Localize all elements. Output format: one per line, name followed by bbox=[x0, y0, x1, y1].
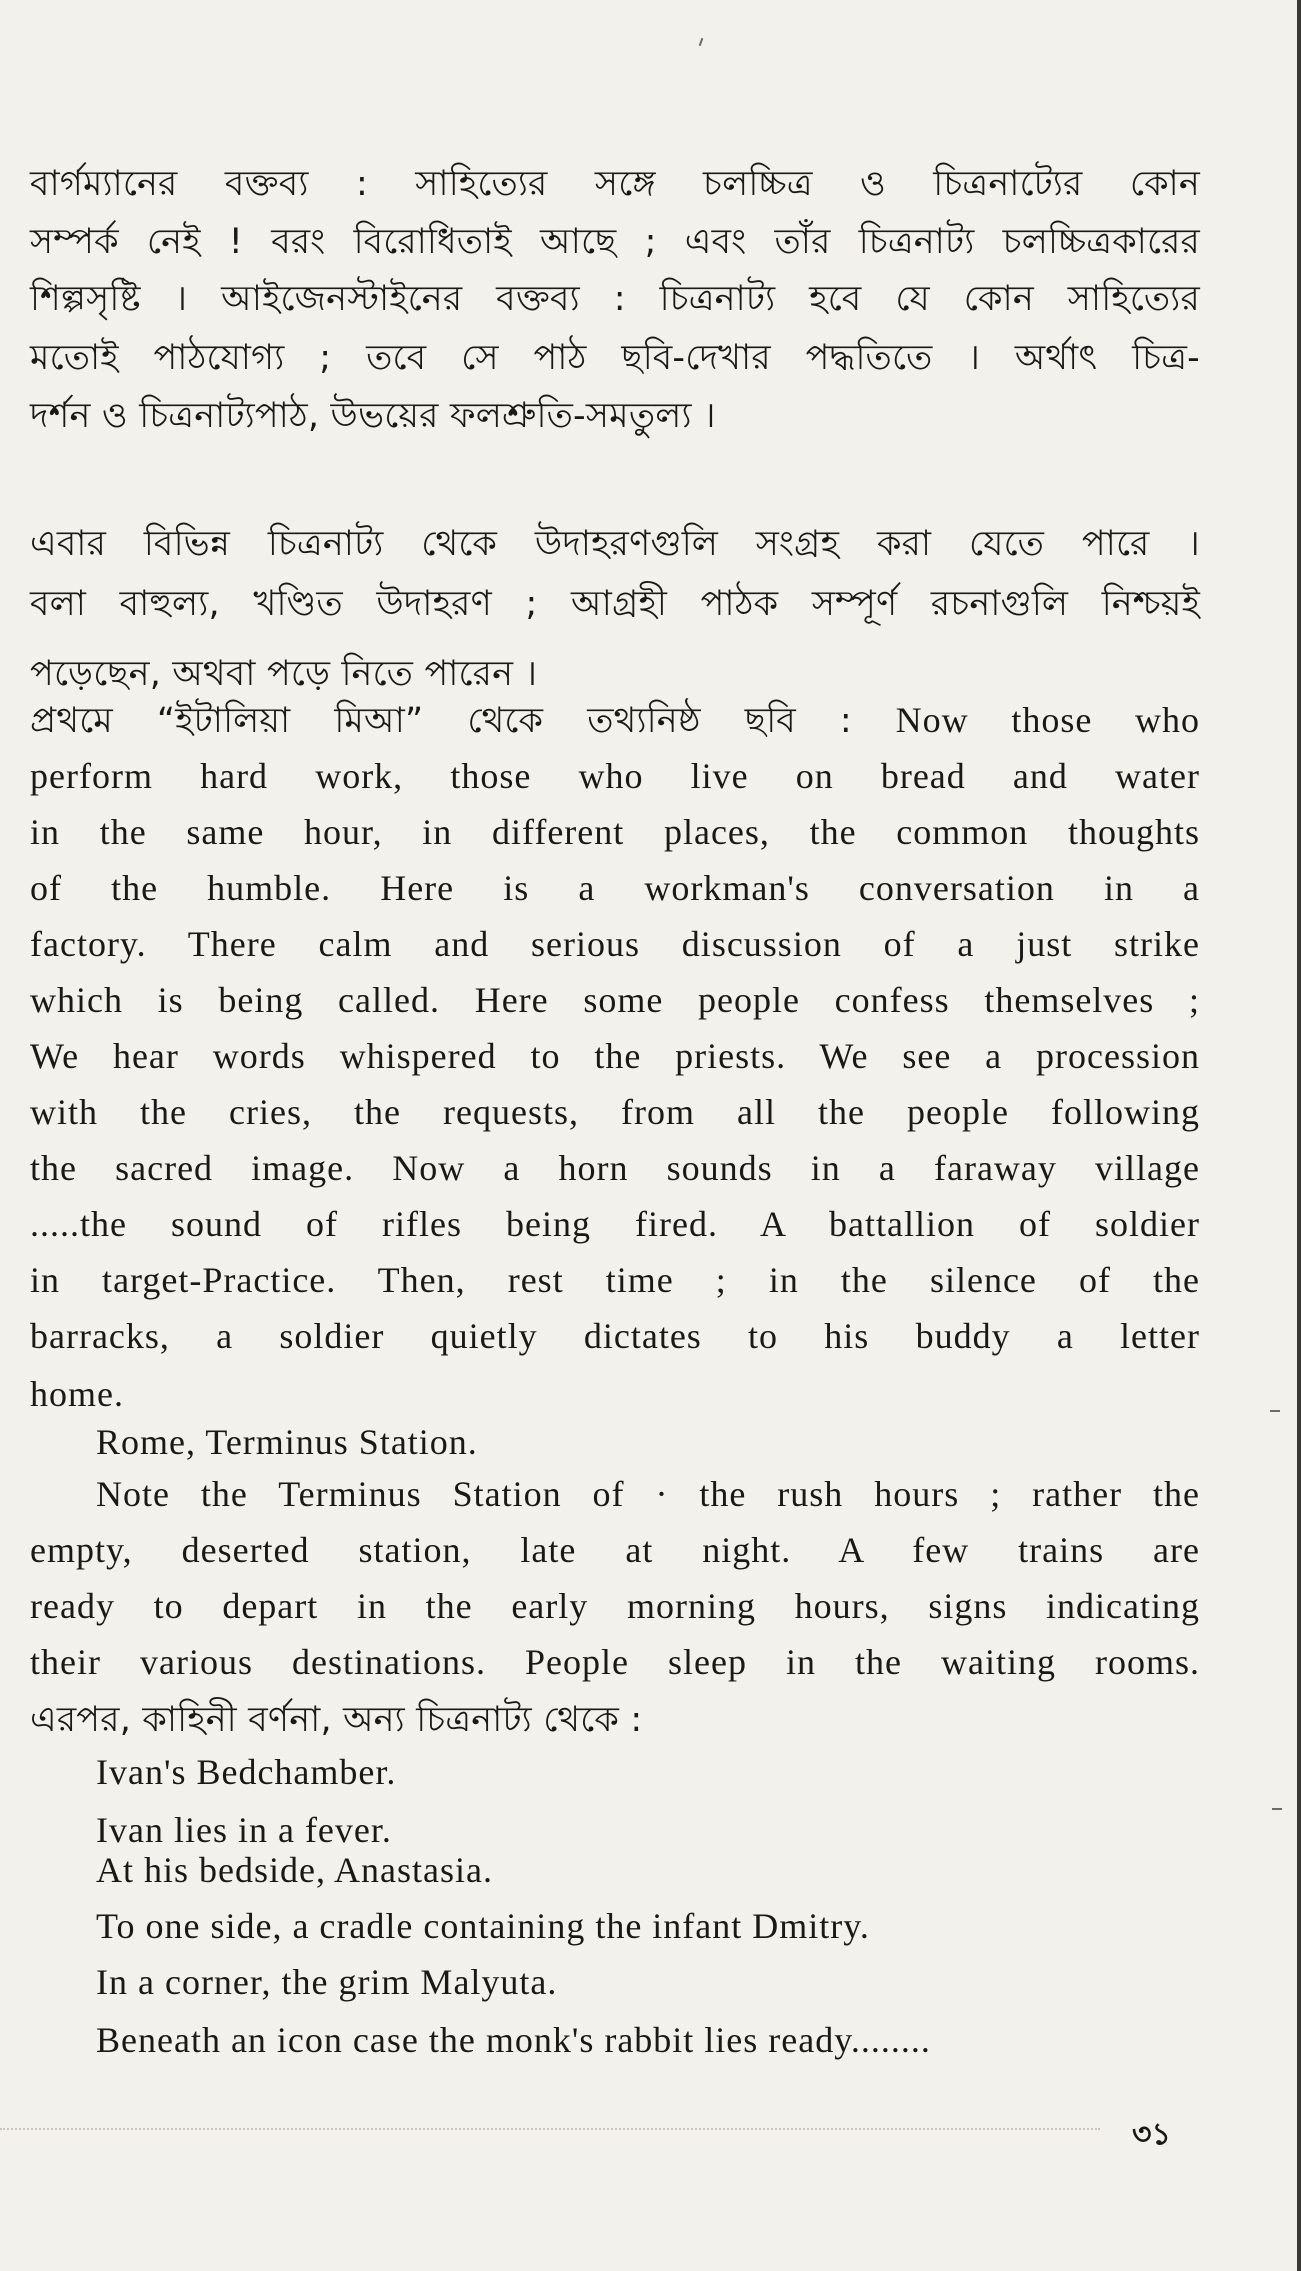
english-paragraph-1-line-6: We hear words whispered to the priests. We see a procession bbox=[30, 1036, 1200, 1076]
english-paragraph-1-line-9: .....the sound of rifles being fired. A battallion of soldier bbox=[30, 1204, 1200, 1244]
mixed-lead-bengali: প্রথমে “ইটালিয়া মিআ” থেকে তথ্যনিষ্ঠ ছবি : bbox=[30, 701, 852, 741]
english-paragraph-2-line-1: Note the Terminus Station of · the rush hours ; rather the bbox=[96, 1474, 1200, 1514]
bengali-paragraph-1-line-2: সম্পর্ক নেই ! বরং বিরোধিতাই আছে ; এবং তাঁর চিত্রনাট্য চলচ্চিত্রকারের bbox=[30, 222, 1200, 262]
english-paragraph-1-line-2: in the same hour, in different places, the common thoughts bbox=[30, 812, 1200, 852]
bengali-paragraph-2-line-1: এবার বিভিন্ন চিত্রনাট্য থেকে উদাহরণগুলি সংগ্রহ করা যেতে পারে । bbox=[30, 524, 1200, 564]
mixed-lead-english: Now those who bbox=[895, 700, 1200, 740]
english-paragraph-1-line-3: of the humble. Here is a workman's conversation in a bbox=[30, 868, 1200, 908]
mixed-lead-line bbox=[30, 696, 1200, 745]
script-line-5: In a corner, the grim Malyuta. bbox=[96, 1962, 558, 2002]
scene-heading: Rome, Terminus Station. bbox=[96, 1422, 478, 1462]
english-paragraph-1-line-12: home. bbox=[30, 1374, 124, 1414]
english-paragraph-1-line-10: in target-Practice. Then, rest time ; in the silence of the bbox=[30, 1260, 1200, 1300]
bengali-paragraph-1-line-5: দর্শন ও চিত্রনাট্যপাঠ, উভয়ের ফলশ্রুতি-সমতুল্য । bbox=[30, 396, 716, 436]
margin-tick-mark bbox=[699, 38, 704, 46]
english-paragraph-1-line-11: barracks, a soldier quietly dictates to his buddy a letter bbox=[30, 1316, 1200, 1356]
page-number: ৩১ bbox=[1132, 2117, 1171, 2152]
margin-tick-mark bbox=[1270, 1410, 1280, 1412]
script-line-1: Ivan's Bedchamber. bbox=[96, 1752, 397, 1792]
english-paragraph-1-line-5: which is being called. Here some people confess themselves ; bbox=[30, 980, 1200, 1020]
bengali-paragraph-2-line-3: পড়েছেন, অথবা পড়ে নিতে পারেন । bbox=[30, 654, 538, 694]
english-paragraph-2-line-4: their various destinations. People sleep in the waiting rooms. bbox=[30, 1642, 1200, 1682]
english-paragraph-1-line-4: factory. There calm and serious discussion of a just strike bbox=[30, 924, 1200, 964]
english-paragraph-2-line-2: empty, deserted station, late at night. A few trains are bbox=[30, 1530, 1200, 1570]
english-paragraph-2-line-3: ready to depart in the early morning hours, signs indicating bbox=[30, 1586, 1200, 1626]
faint-dotted-rule bbox=[0, 2128, 1100, 2130]
script-line-2: Ivan lies in a fever. bbox=[96, 1810, 392, 1850]
bengali-transition: এরপর, কাহিনী বর্ণনা, অন্য চিত্রনাট্য থেকে : bbox=[30, 1700, 643, 1740]
script-line-3: At his bedside, Anastasia. bbox=[96, 1850, 493, 1890]
margin-tick-mark bbox=[1272, 1808, 1282, 1810]
bengali-paragraph-1-line-4: মতোই পাঠযোগ্য ; তবে সে পাঠ ছবি-দেখার পদ্ধতিতে । অর্থাৎ চিত্র- bbox=[30, 338, 1200, 378]
english-paragraph-1-line-7: with the cries, the requests, from all the people following bbox=[30, 1092, 1200, 1132]
script-line-4: To one side, a cradle containing the infant Dmitry. bbox=[96, 1906, 870, 1946]
script-line-6: Beneath an icon case the monk's rabbit lies ready........ bbox=[96, 2020, 931, 2060]
english-paragraph-1-line-8: the sacred image. Now a horn sounds in a faraway village bbox=[30, 1148, 1200, 1188]
bengali-paragraph-2-line-2: বলা বাহুল্য, খণ্ডিত উদাহরণ ; আগ্রহী পাঠক সম্পূর্ণ রচনাগুলি নিশ্চয়ই bbox=[30, 584, 1200, 624]
bengali-paragraph-1-line-3: শিল্পসৃষ্টি । আইজেনস্টাইনের বক্তব্য : চিত্রনাট্য হবে যে কোন সাহিত্যের bbox=[30, 279, 1200, 319]
english-paragraph-1-line-1: perform hard work, those who live on bread and water bbox=[30, 756, 1200, 796]
bengali-paragraph-1-line-1: বার্গম্যানের বক্তব্য : সাহিত্যের সঙ্গে চলচ্চিত্র ও চিত্রনাট্যের কোন bbox=[30, 164, 1200, 204]
